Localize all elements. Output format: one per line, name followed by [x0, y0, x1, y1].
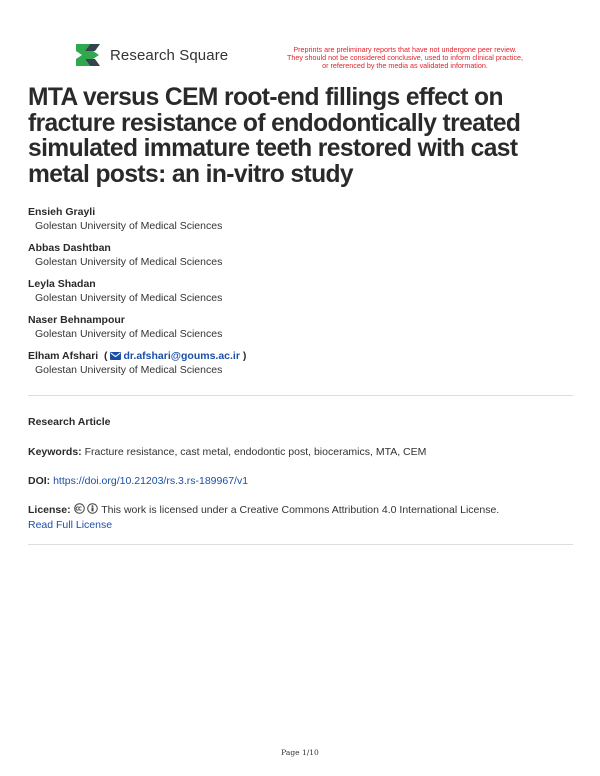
- preprint-notice: [255, 46, 555, 71]
- envelope-icon: [110, 352, 121, 360]
- author-affiliation: Golestan University of Medical Sciences: [35, 364, 223, 376]
- author-email-link[interactable]: [110, 350, 242, 362]
- keywords-label: Keywords:: [28, 446, 82, 458]
- author-name: Abbas Dashtban: [28, 242, 111, 254]
- author-affiliation: Golestan University of Medical Sciences: [35, 256, 223, 268]
- author-name: Naser Behnampour: [28, 314, 125, 326]
- author-affiliation: Golestan University of Medical Sciences: [35, 292, 223, 304]
- divider: [28, 395, 573, 396]
- research-square-logo[interactable]: [73, 44, 228, 66]
- author-affiliation: Golestan University of Medical Sciences: [35, 328, 223, 340]
- license-line: [28, 503, 573, 532]
- divider: [28, 544, 573, 545]
- preprint-notice-line: or referenced by the media as validated information.: [322, 61, 488, 71]
- by-icon: [87, 503, 98, 514]
- author-affiliation: Golestan University of Medical Sciences: [35, 220, 223, 232]
- doi-link[interactable]: https://doi.org/10.21203/rs.3.rs-189967/v1: [53, 475, 249, 487]
- cc-icon: [74, 503, 85, 514]
- email-open-paren: (: [101, 350, 108, 362]
- author-name: Leyla Shadan: [28, 278, 96, 290]
- page-number: Page 1/10: [281, 748, 319, 757]
- author-list: [28, 206, 548, 386]
- logo-text: Research Square: [110, 46, 229, 64]
- doi-line: [28, 474, 573, 488]
- license-icons: [74, 503, 99, 518]
- author-name: Ensieh Grayli: [28, 206, 96, 218]
- email-close-paren: ): [242, 350, 247, 362]
- article-type: [28, 415, 573, 429]
- keywords-line: [28, 445, 573, 459]
- license-text: This work is licensed under a Creative Commons Attribution 4.0 International License.: [101, 504, 500, 516]
- author-email: dr.afshari@goums.ac.ir: [123, 350, 240, 362]
- keywords-value: Fracture resistance, cast metal, endodontic post, bioceramics, MTA, CEM: [84, 446, 427, 458]
- read-full-license-link[interactable]: Read Full License: [28, 519, 113, 531]
- license-label: License:: [28, 504, 71, 516]
- preprint-notice-line: They should not be considered conclusive, used to inform clinical practice,: [286, 53, 524, 63]
- preprint-notice-line: Preprints are preliminary reports that have not undergone peer review.: [293, 45, 517, 54]
- paper-title: MTA versus CEM root-end fillings effect on fracture resistance of endodontically treated simulated immature teeth restored with cast metal posts: an in-vitro study: [28, 84, 521, 188]
- article-type-label: Research Article: [28, 416, 111, 428]
- author-name: Elham Afshari: [28, 350, 99, 362]
- research-square-logo-icon: [73, 44, 103, 66]
- doi-label: DOI:: [28, 475, 51, 487]
- corresponding-author: [28, 350, 548, 362]
